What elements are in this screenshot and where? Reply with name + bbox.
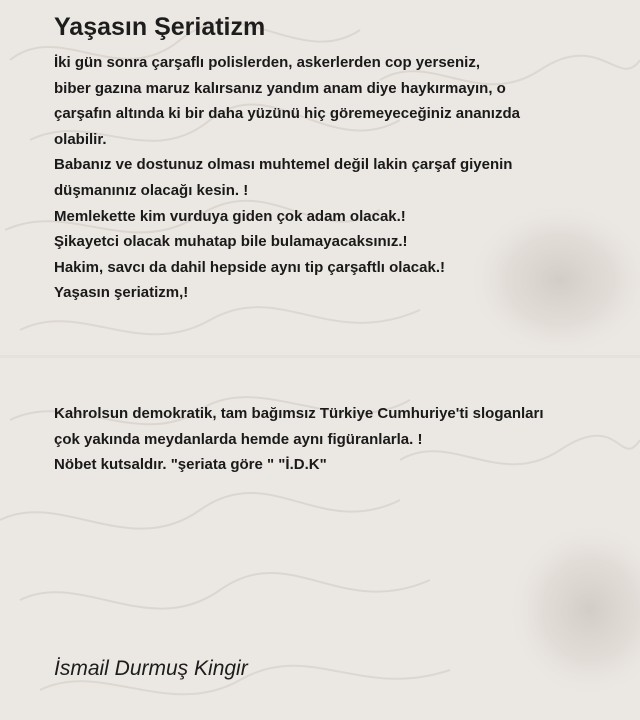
poem-line: düşmanınız olacağı kesin. ! (54, 181, 249, 199)
poem-line: Nöbet kutsaldır. "şeriata göre " "İ.D.K" (54, 456, 327, 474)
poem-line: Babanız ve dostunuz olması muhtemel değil lakin çarşaf giyenin (54, 156, 513, 174)
poem-line: Şikayetci olacak muhatap bile bulamayacaksınız.! (54, 233, 408, 251)
poem-line: Hakim, savcı da dahil hepside aynı tip çarşaftlı olacak.! (54, 258, 445, 276)
poem-line: çok yakında meydanlarda hemde aynı figüranlarla. ! (54, 430, 423, 448)
poem-line: çarşafın altında ki bir daha yüzünü hiç göremeyeceğiniz ananızda (54, 105, 520, 123)
poem-stanza-1 (54, 50, 624, 306)
poem-line: biber gazına maruz kalırsanız yandım anam diye haykırmayın, o (54, 79, 506, 97)
poem-line: Memlekette kim vurduya giden çok adam olacak.! (54, 207, 406, 225)
poem-line: olabilir. (54, 130, 107, 148)
poem-line: Yaşasın şeriatizm,! (54, 284, 189, 302)
poem-author: İsmail Durmuş Kingir (54, 657, 248, 680)
poem-stanza-2 (54, 401, 624, 478)
poem-line: Kahrolsun demokratik, tam bağımsız Türkiye Cumhuriye'ti sloganları (54, 404, 544, 422)
poem-title: Yaşasın Şeriatizm (54, 13, 266, 41)
poem-line: İki gün sonra çarşaflı polislerden, askerlerden cop yerseniz, (54, 54, 480, 71)
